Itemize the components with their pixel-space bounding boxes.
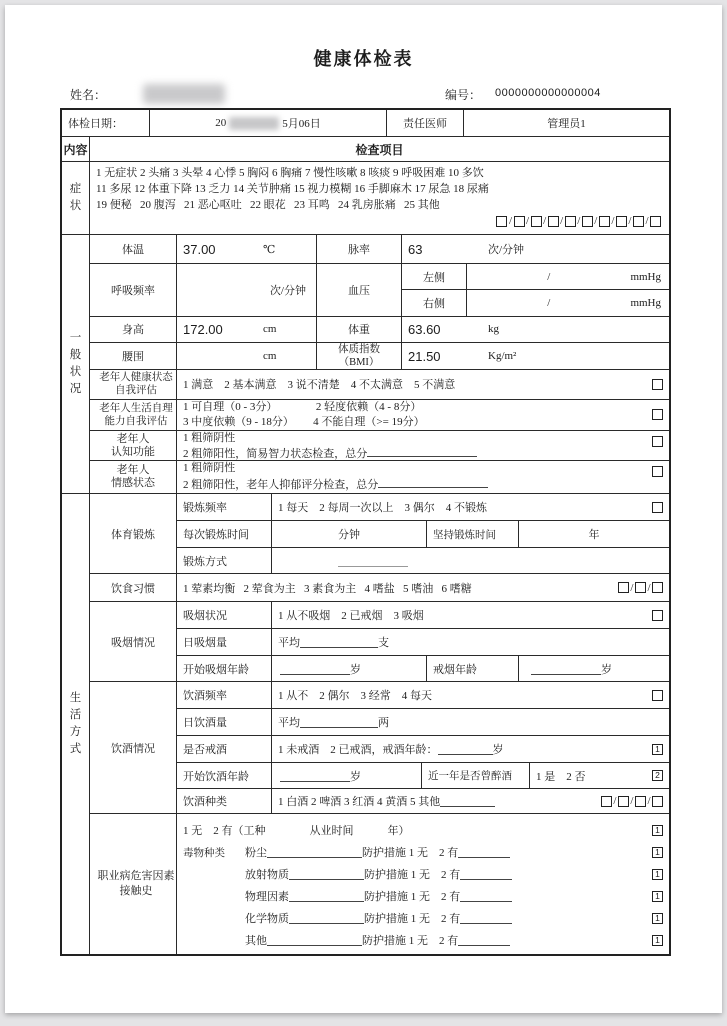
lifestyle-section	[62, 494, 669, 954]
symptom-checkbox	[599, 216, 610, 227]
smoking-quit-value: 岁	[519, 656, 669, 681]
selfcare-checkbox	[652, 409, 663, 420]
symptom-checkbox	[650, 216, 661, 227]
drinking-kind-checkbox	[618, 796, 629, 807]
diet-row	[90, 574, 669, 602]
occupational-poison-line: 化学物质 防护措施 1 无 2 有 1	[183, 907, 669, 929]
symptom-checkbox	[582, 216, 593, 227]
emotion-checkbox	[652, 466, 663, 477]
items-header: 检查项目	[355, 142, 404, 157]
resp-bp-row	[90, 264, 669, 316]
smoking-status-checkbox	[652, 610, 663, 621]
exercise-frequency-options: 1 每天 2 每周一次以上 3 偶尔 4 不锻炼	[272, 494, 669, 520]
drinking-quit-checkbox: 1	[652, 744, 663, 755]
waist-label: 腰围	[90, 343, 177, 369]
height-value-cell	[177, 317, 317, 343]
occupational-content	[177, 814, 669, 954]
drinking-amount-blank	[300, 716, 378, 728]
selfcare-row	[90, 400, 669, 431]
drinking-quit-options: 1 未戒酒 2 已戒酒，戒酒年龄： 岁 1	[272, 736, 669, 762]
exercise-persist-label: 坚持锻炼时间	[427, 521, 519, 547]
symptoms-line-2: 11 多尿 12 体重下降 13 乏力 14 关节肿痛 15 视力模糊 16 手脚麻木 17 尿急 18 尿痛	[96, 183, 489, 195]
emotion-options: 1 粗筛阴性 2 粗筛阳性，老年人抑郁评分检查，总分	[177, 461, 669, 493]
drinking-label: 饮酒情况	[90, 682, 177, 813]
exercise-mode-label: 锻炼方式	[177, 548, 272, 573]
exercise-mode-blank	[338, 555, 408, 567]
symptom-checkbox	[548, 216, 559, 227]
pulse-label: 脉率	[317, 235, 402, 263]
form-page	[5, 5, 722, 1013]
doctor-label: 责任医师	[387, 110, 464, 136]
smoking-rows	[90, 602, 669, 682]
bmi-value-cell	[402, 343, 669, 369]
occupational-head-line: 1 无 2 有（工种 从业时间 年） 1	[183, 819, 669, 841]
bp-left-label: 左侧	[402, 264, 467, 289]
symptoms-checkboxes: / / / / / / / / /	[496, 215, 663, 227]
occupational-section	[90, 814, 669, 954]
height-weight-row	[90, 317, 669, 344]
poison-type-label: 毒物种类	[183, 847, 225, 859]
drinking-kind-row	[177, 789, 669, 813]
emotion-score-blank	[378, 476, 488, 488]
occupational-poison-line: 物理因素 防护措施 1 无 2 有 1	[183, 885, 669, 907]
symptoms-line-1: 1 无症状 2 头痛 3 头晕 4 心悸 5 胸闷 6 胸痛 7 慢性咳嗽 8 咳痰 9 呼吸困难 10 多饮	[96, 167, 484, 179]
bp-left-value: / mmHg	[547, 270, 661, 283]
smoking-start-label: 开始吸烟年龄	[177, 656, 272, 681]
waist-value-cell	[177, 343, 317, 369]
height-unit: cm	[263, 323, 277, 336]
smoking-age-row	[177, 656, 669, 681]
occupational-poison-line: 其他 防护措施 1 无 2 有 1	[183, 929, 669, 951]
drinking-kind-options: 1 白酒 2 啤酒 3 红酒 4 黄酒 5 其他 / / /	[272, 789, 669, 813]
occupational-checkbox: 1	[652, 913, 663, 924]
height-label: 身高	[90, 317, 177, 343]
emotion-label: 老年人 情感状态	[90, 461, 177, 493]
drinking-frequency-label: 饮酒频率	[177, 682, 272, 708]
exercise-mode-row	[177, 548, 669, 573]
drunk-options: 1 是 2 否 2	[530, 763, 669, 788]
cognition-label: 老年人 认知功能	[90, 431, 177, 460]
exercise-label: 体育锻炼	[90, 494, 177, 573]
cognition-options: 1 粗筛阴性 2 粗筛阳性，简易智力状态检查，总分	[177, 431, 669, 460]
exam-date-row	[62, 110, 669, 137]
exam-date-redacted	[229, 117, 279, 130]
occupational-poison-line: 毒物种类 粉尘 防护措施 1 无 2 有 1	[183, 841, 669, 863]
content-header: 内容	[62, 137, 90, 161]
symptoms-line-3: 19 便秘 20 腹泻 21 恶心呕吐 22 眼花 23 耳鸣 24 乳房胀痛 25 其他	[96, 199, 440, 211]
drunk-checkbox: 2	[652, 770, 663, 781]
drinking-kind-checkboxes: / / /	[601, 795, 669, 807]
page-title: 健康体检表	[313, 49, 414, 69]
health-self-label: 老年人健康状态 自我评估	[90, 370, 177, 398]
drinking-start-value: 岁	[272, 763, 422, 788]
cognition-checkbox	[652, 436, 663, 447]
temp-value: 37.00	[183, 241, 216, 257]
drinking-frequency-checkbox	[652, 690, 663, 701]
bp-right-label: 右侧	[402, 290, 467, 315]
symptom-checkbox	[514, 216, 525, 227]
occupational-checkbox: 1	[652, 891, 663, 902]
diet-checkbox	[635, 582, 646, 593]
name-label: 姓名：	[70, 88, 107, 102]
resp-label: 呼吸频率	[90, 264, 177, 315]
diet-checkbox	[618, 582, 629, 593]
health-exam-table	[60, 108, 671, 956]
smoking-status-row	[177, 602, 669, 629]
smoking-status-label: 吸烟状况	[177, 602, 272, 628]
exercise-frequency-label: 锻炼频率	[177, 494, 272, 520]
waist-unit: cm	[263, 350, 277, 363]
symptom-checkbox	[496, 216, 507, 227]
drinking-rows	[90, 682, 669, 814]
exam-date-value	[150, 110, 387, 136]
symptom-checkbox	[633, 216, 644, 227]
smoking-amount-blank	[300, 636, 378, 648]
cognition-row	[90, 431, 669, 461]
drinking-start-label: 开始饮酒年龄	[177, 763, 272, 788]
smoking-amount-value: 平均 支	[278, 637, 389, 649]
bp-right-value: / mmHg	[547, 297, 661, 310]
exercise-time-row	[177, 521, 669, 548]
symptom-checkbox	[531, 216, 542, 227]
health-self-row	[90, 370, 669, 399]
table-header-row	[62, 137, 669, 162]
pulse-value-cell	[402, 235, 669, 263]
diet-checkbox	[652, 582, 663, 593]
bmi-label: 体质指数 （BMI）	[317, 343, 402, 369]
occupational-poison-line: 放射物质 防护措施 1 无 2 有 1	[183, 863, 669, 885]
height-value: 172.00	[183, 321, 223, 337]
diet-label: 饮食习惯	[90, 574, 177, 601]
temp-label: 体温	[90, 235, 177, 263]
drinking-kind-label: 饮酒种类	[177, 789, 272, 813]
symptoms-content	[90, 162, 669, 234]
drinking-quit-label: 是否戒酒	[177, 736, 272, 762]
symptoms-section	[62, 162, 669, 235]
exercise-frequency-checkbox	[652, 502, 663, 513]
number-value: 0000000000000004	[495, 87, 601, 99]
occupational-head-checkbox: 1	[652, 825, 663, 836]
bp-left-row	[402, 264, 669, 290]
weight-value-cell	[402, 317, 669, 343]
symptom-checkbox	[616, 216, 627, 227]
weight-value: 63.60	[408, 321, 441, 337]
smoking-start-value: 岁	[272, 656, 427, 681]
drinking-quit-age-blank	[438, 743, 493, 755]
exam-date-suffix: 5月06日	[282, 118, 321, 130]
occupational-checkbox: 1	[652, 869, 663, 880]
drinking-kind-other-blank	[440, 795, 495, 807]
drinking-start-blank	[280, 770, 350, 782]
health-self-checkbox	[652, 379, 663, 390]
health-self-options: 1 满意 2 基本满意 3 说不清楚 4 不太满意 5 不满意	[177, 370, 669, 398]
smoking-label: 吸烟情况	[90, 602, 177, 681]
exercise-persist-unit: 年	[588, 529, 600, 541]
diet-checkboxes: / /	[618, 582, 669, 594]
exam-date-prefix: 20	[215, 117, 227, 129]
general-status-section-label: 一般状况	[62, 235, 90, 493]
waist-bmi-row	[90, 343, 669, 370]
bp-label: 血压	[317, 264, 402, 315]
drinking-amount-value: 平均 两	[278, 717, 389, 729]
exercise-mode-value	[272, 548, 669, 573]
name-value-redacted	[143, 84, 225, 104]
temp-value-cell	[177, 235, 317, 263]
exercise-time-label: 每次锻炼时间	[177, 521, 272, 547]
doctor-value: 管理员1	[547, 118, 586, 130]
drinking-frequency-options: 1 从不 2 偶尔 3 经常 4 每天	[272, 682, 669, 708]
drunk-label: 近一年是否曾醉酒	[422, 763, 530, 788]
exercise-rows	[90, 494, 669, 574]
number-label: 编号：	[445, 88, 482, 102]
smoking-status-options: 1 从不吸烟 2 已戒烟 3 吸烟	[272, 602, 669, 628]
drinking-quit-row	[177, 736, 669, 763]
drinking-amount-row	[177, 709, 669, 736]
occupational-checkbox: 1	[652, 935, 663, 946]
smoking-quit-label: 戒烟年龄	[427, 656, 519, 681]
drinking-amount-label: 日饮酒量	[177, 709, 272, 735]
exam-date-label: 体检日期：	[62, 110, 150, 136]
name-number-row	[65, 83, 677, 105]
drinking-kind-checkbox	[635, 796, 646, 807]
emotion-row	[90, 461, 669, 493]
pulse-value: 63	[408, 241, 423, 257]
cognition-score-blank	[367, 445, 477, 457]
smoking-amount-row	[177, 629, 669, 656]
temp-pulse-row	[90, 235, 669, 264]
general-status-section	[62, 235, 669, 494]
bmi-value: 21.50	[408, 348, 441, 364]
weight-label: 体重	[317, 317, 402, 343]
bp-right-row	[402, 290, 669, 315]
selfcare-label: 老年人生活自理 能力自我评估	[90, 400, 177, 430]
bmi-unit: Kg/m²	[488, 350, 517, 363]
diet-options: 1 荤素均衡 2 荤食为主 3 素食为主 4 嗜盐 5 嗜油 6 嗜糖 / /	[177, 574, 669, 601]
pulse-unit: 次/分钟	[488, 244, 525, 257]
temp-unit: ℃	[263, 243, 276, 256]
occupational-checkbox: 1	[652, 847, 663, 858]
resp-unit: 次/分钟	[177, 264, 317, 315]
smoking-start-blank	[280, 663, 350, 675]
symptoms-section-label: 症状	[62, 162, 90, 234]
bp-cell	[402, 264, 669, 315]
exercise-time-unit: 分钟	[272, 521, 427, 547]
selfcare-options: 1 可自理（0 - 3分） 2 轻度依赖（4 - 8分） 3 中度依赖（9 - 18分） 4 不能自理（>= 19分）	[177, 400, 669, 430]
drinking-kind-checkbox	[601, 796, 612, 807]
symptom-checkbox	[565, 216, 576, 227]
weight-unit: kg	[488, 323, 499, 336]
exercise-frequency-row	[177, 494, 669, 521]
drinking-kind-checkbox	[652, 796, 663, 807]
drinking-start-row	[177, 763, 669, 789]
drinking-frequency-row	[177, 682, 669, 709]
smoking-amount-label: 日吸烟量	[177, 629, 272, 655]
occupational-label: 职业病危害因素 接触史	[90, 814, 177, 954]
lifestyle-section-label: 生活方式	[62, 494, 90, 954]
smoking-quit-blank	[531, 663, 601, 675]
